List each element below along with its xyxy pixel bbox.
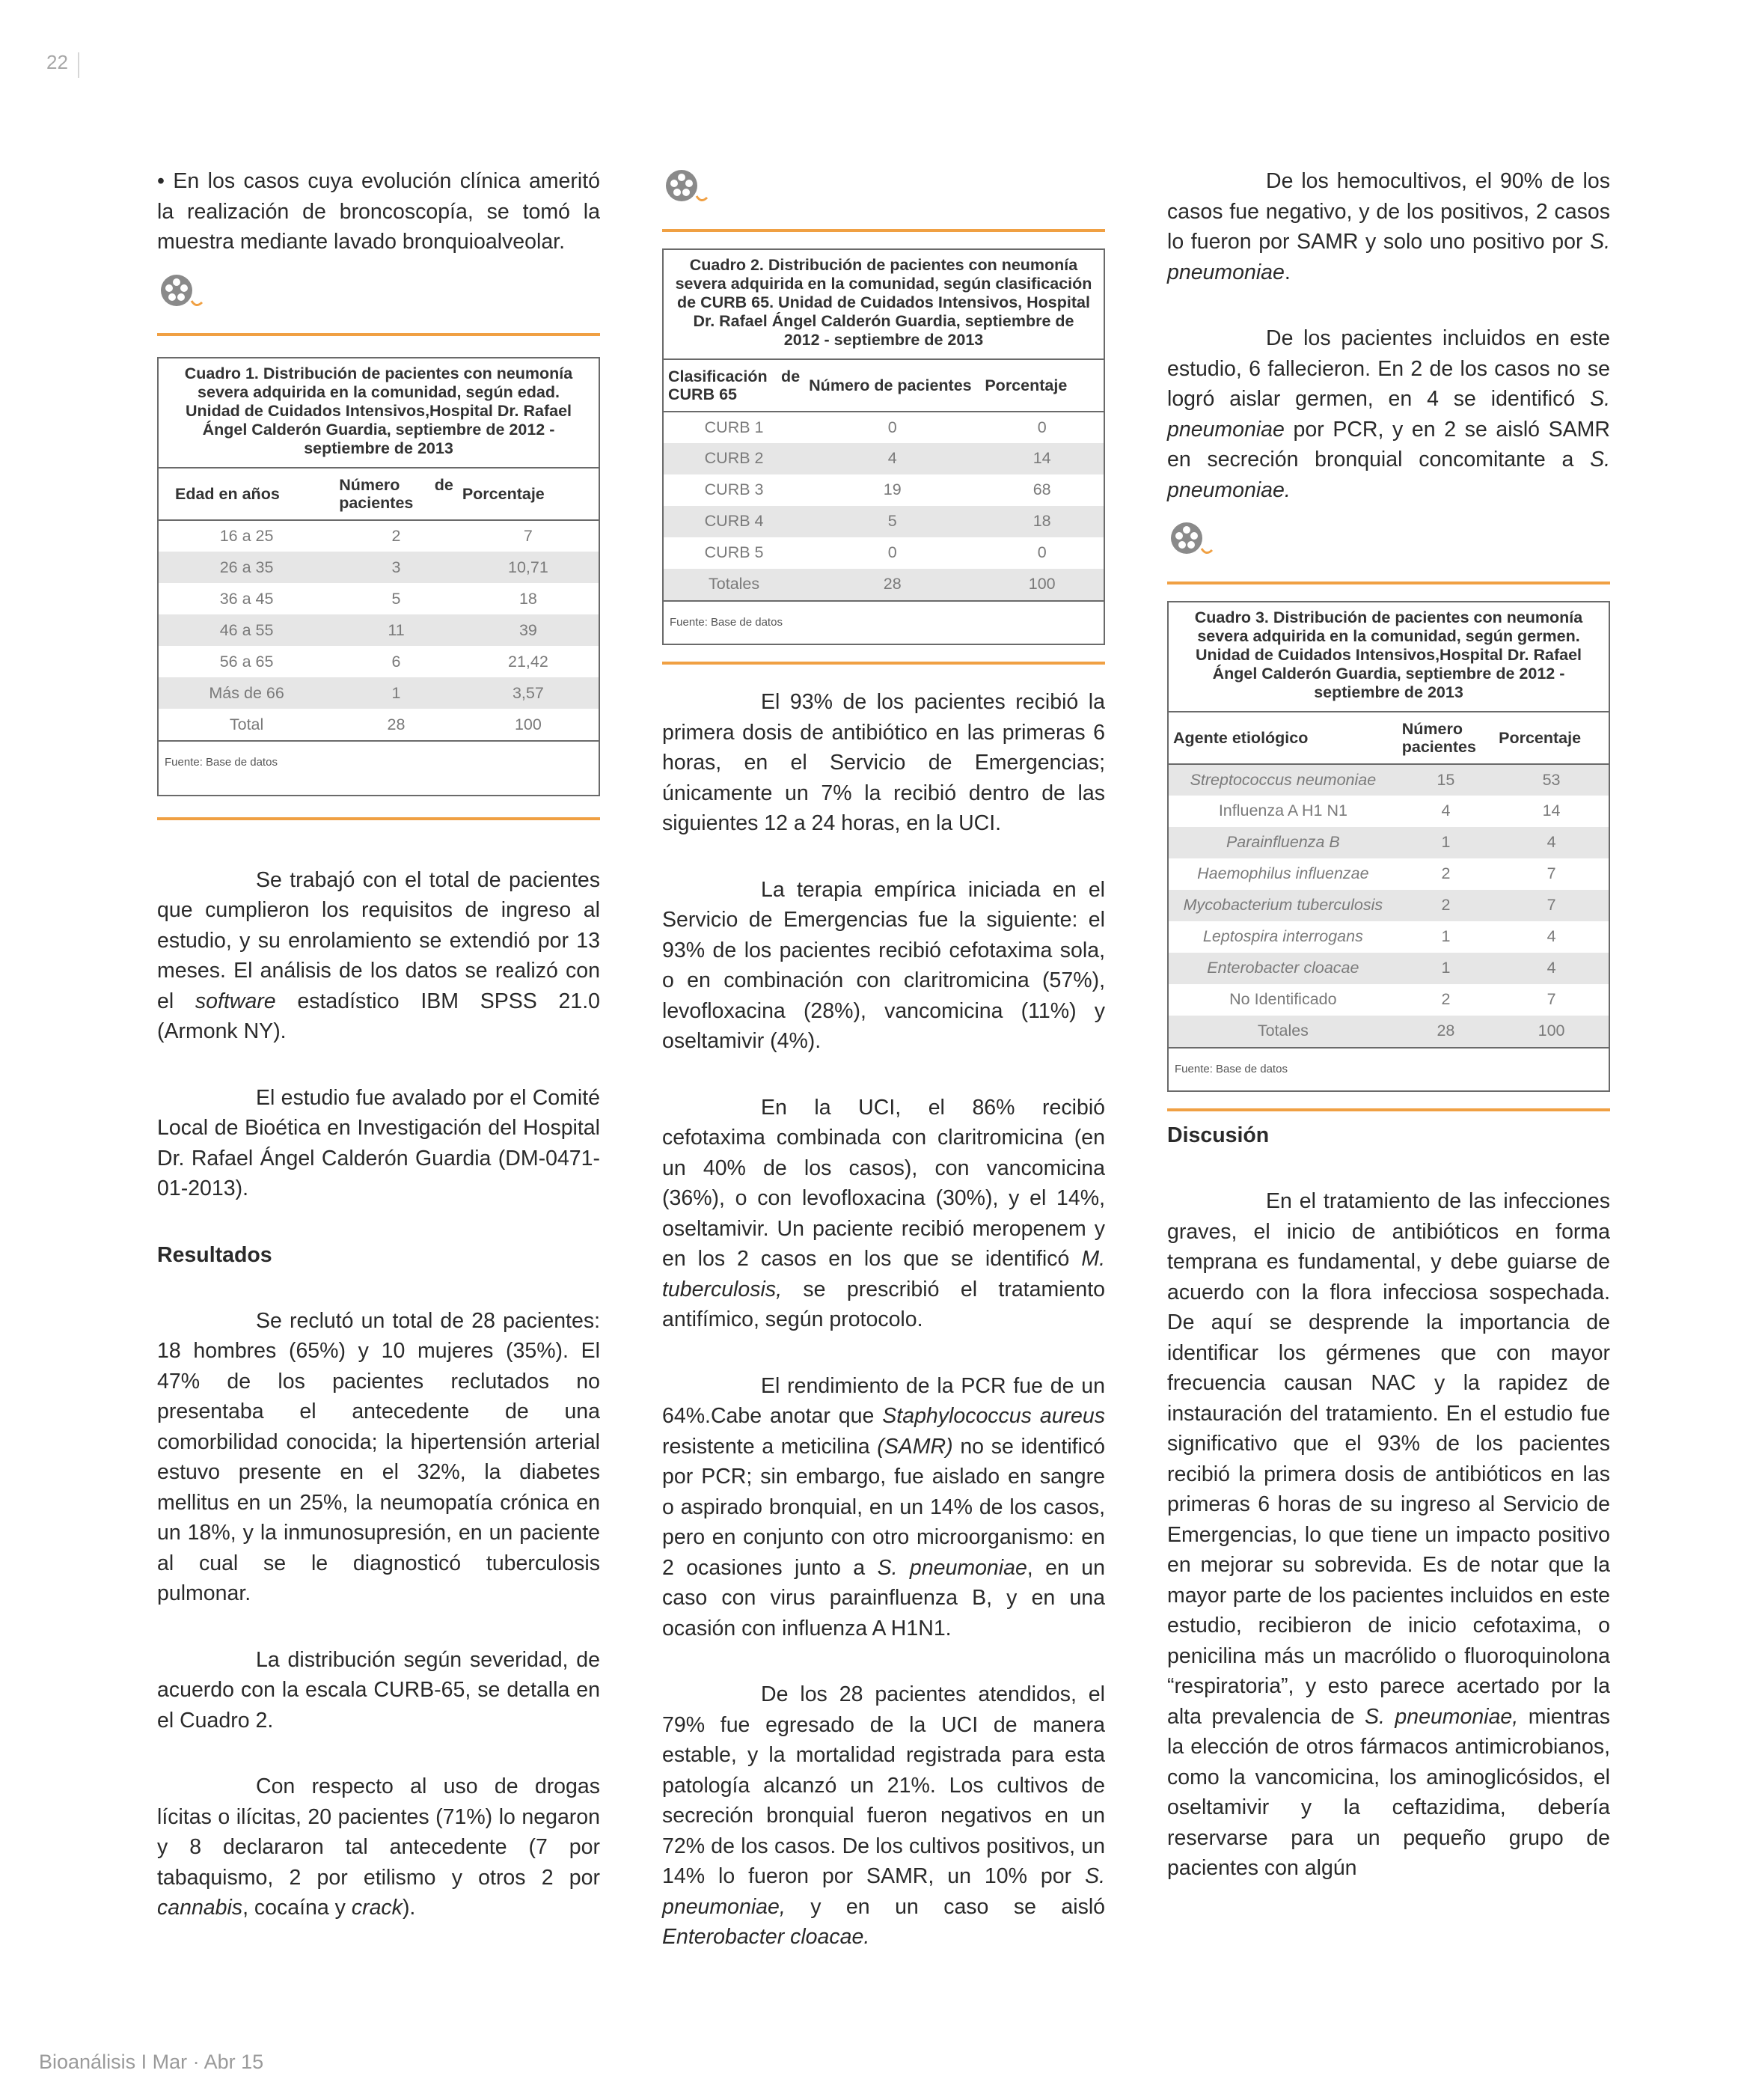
- cell-percent: 21,42: [508, 652, 548, 671]
- table-row: [159, 677, 599, 709]
- film-reel-icon: [662, 166, 722, 210]
- table-row: [159, 646, 599, 677]
- table-row: [1169, 858, 1609, 890]
- paragraph-blood-cultures: De los hemocultivos, el 90% de los casos fue negativo, y de los positivos, 2 casos lo fueron por SAMR y solo uno positivo por S. pneumoniae.: [1167, 169, 1610, 284]
- cell-count: 6: [391, 652, 401, 671]
- table-row: [1169, 984, 1609, 1016]
- paragraph-outcomes: De los 28 pacientes atendidos, el 79% fue egresado de la UCI de manera estable, y la mortalidad registrada para esta patología alcanzó un 21%. Los cultivos de secreción bronquial fueron negativos en un 72% de los casos. De los cultivos positivos, un 14% lo fueron por SAMR, un 10% por S. pneumoniae, y en un caso se aisló Enterobacter cloacae.: [662, 1682, 1105, 1949]
- cell-count: 2: [1441, 990, 1451, 1009]
- cell-count: 5: [804, 506, 980, 537]
- cell-count: 19: [883, 480, 902, 499]
- table-row: [1169, 827, 1609, 858]
- cell-age: 16 a 25: [219, 527, 274, 546]
- cell-percent: 7: [1494, 890, 1609, 921]
- cell-agent: Leptospira interrogans: [1202, 927, 1363, 946]
- cell-class: CURB 2: [664, 443, 804, 474]
- cell-count: 4: [1441, 802, 1451, 820]
- paragraph-discussion: En el tratamiento de las infecciones graves, el inicio de antibióticos en forma temprana es fundamental, y debe guiarse de acuerdo con la flora infecciosa sospechada. De aquí se desprende la importancia de identificar los gérmenes que con mayor frecuencia causan NAC y la rapidez de instauración del tratamiento. En el estudio fue significativo que el 93% de los pacientes recibió la primera dosis de antibióticos en las primeras 6 horas de su ingreso al Servicio de Emergencias, lo que tiene un impacto positivo en mejorar su sobrevida. Es de notar que la mayor parte de los pacientes incluidos en este estudio, recibieron de inicio cefotaxima, o penicilina más un macrólido o fluoroquinolona “respiratoria”, y esto parece acertado por la alta prevalencia de S. pneumoniae, mientras la elección de otros fármacos antimicrobianos, como la vancomicina, los aminoglicósidos, el oseltamivir y la ceftazidima, debería reservarse para un pequeño grupo de pacientes con algún: [1167, 1189, 1611, 1880]
- table-3: [1167, 601, 1610, 1093]
- paragraph-results-3: Con respecto al uso de drogas lícitas o ilícitas, 20 pacientes (71%) lo negaron y 8 declararon tal antecedente (7 por tabaquismo, 2 por etilismo y otros 2 por cannabis, cocaína y crack).: [157, 1774, 600, 1920]
- page-footer: Bioanálisis I Mar · Abr 15: [39, 2051, 264, 2073]
- table-3-block: [1167, 519, 1610, 1111]
- table-1-top-rule: [157, 333, 600, 336]
- table-3-bottom-rule: [1167, 1108, 1610, 1111]
- table-row: [1169, 921, 1609, 953]
- table-row: [664, 412, 1104, 443]
- table-3-top-rule: [1167, 582, 1610, 584]
- cell-percent: 18: [980, 506, 1104, 537]
- cell-class: CURB 3: [704, 480, 764, 499]
- cell-percent: 10,71: [458, 552, 599, 583]
- paragraph-pcr: El rendimiento de la PCR fue de un 64%.Cabe anotar que Staphylococcus aureus resistente a meticilina (SAMR) no se identificó por PCR; sin embargo, fue aislado en sangre o aspirado bronquial, en un 14% de los casos, pero en conjunto con otro microorganismo: en 2 ocasiones junto a S. pneumoniae, en un caso con virus parainfluenza B, y en una ocasión con influenza A H1N1.: [662, 1373, 1105, 1640]
- cell-count: 28: [804, 569, 980, 600]
- cell-agent: Streptococcus neumoniae: [1169, 764, 1398, 796]
- cell-percent: 100: [980, 569, 1104, 600]
- cell-count: 1: [334, 677, 458, 709]
- cell-age: 46 a 55: [159, 614, 334, 646]
- table-row-total: [664, 569, 1104, 600]
- cell-class: CURB 1: [704, 418, 764, 436]
- page-number: 22: [46, 51, 68, 73]
- cell-agent: Haemophilus influenzae: [1197, 864, 1369, 883]
- cell-percent: 0: [1037, 418, 1047, 436]
- cell-percent: 4: [1494, 953, 1609, 984]
- table-1: [157, 357, 600, 796]
- cell-agent: Influenza A H1 N1: [1218, 802, 1347, 820]
- cell-count: 1: [1398, 827, 1494, 858]
- table-1-block: [157, 271, 600, 820]
- film-reel-icon: [1167, 519, 1227, 562]
- table-2-block: [662, 166, 1105, 665]
- table-2-top-rule: [662, 229, 1105, 232]
- table-3-header-agent: Agente etiológico: [1169, 712, 1398, 764]
- heading-discusion: Discusión: [1167, 1123, 1270, 1147]
- table-1-header-count: Número de pacientes: [334, 468, 458, 520]
- cell-count: 15: [1398, 764, 1494, 796]
- table-row: [159, 552, 599, 583]
- cell-count: 5: [391, 589, 401, 608]
- cell-agent: Totales: [1169, 1016, 1398, 1047]
- table-3-caption: Cuadro 3. Distribución de pacientes con neumonía severa adquirida en la comunidad, según germen. Unidad de Cuidados Intensivos,Hospital Dr. Rafael Ángel Calderón Guardia, septiembre de 2012 - septiembre de 2013: [1169, 602, 1609, 712]
- cell-percent: 7: [1546, 990, 1556, 1009]
- paragraph-results-1: Se reclutó un total de 28 pacientes: 18 hombres (65%) y 10 mujeres (35%). El 47% de los pacientes reclutados no presentaba el antecedente de una comorbilidad conocida; la hipertensión arterial estuvo presente en el 32%, la diabetes mellitus en un 25%, la neumopatía crónica en un 18%, y la inmunosupresión, en un paciente al cual se le diagnosticó tuberculosis pulmonar.: [157, 1308, 600, 1605]
- paragraph-deaths: De los pacientes incluidos en este estudio, 6 fallecieron. En 2 de los casos no se logró aislar germen, en 4 se identificó S. pneumoniae por PCR, y en 2 se aisló SAMR en secreción bronquial concomitante a S. pneumoniae.: [1167, 326, 1610, 502]
- cell-count: 4: [804, 443, 980, 474]
- table-row: [1169, 953, 1609, 984]
- paragraph-ethics: El estudio fue avalado por el Comité Local de Bioética en Investigación del Hospital Dr. Rafael Ángel Calderón Guardia (DM-0471-01-2013).: [157, 1085, 600, 1200]
- column-1: [157, 166, 600, 1959]
- table-row-total: [1169, 1016, 1609, 1047]
- table-row-total: [159, 709, 599, 740]
- cell-agent: Parainfluenza B: [1169, 827, 1398, 858]
- cell-percent: 0: [1037, 543, 1047, 562]
- cell-percent: 14: [980, 443, 1104, 474]
- cell-percent: 39: [458, 614, 599, 646]
- cell-percent: 68: [1032, 480, 1051, 499]
- cell-count: 1: [1441, 927, 1451, 946]
- cell-age: 56 a 65: [219, 652, 274, 671]
- table-3-header-percent: Porcentaje: [1494, 712, 1609, 764]
- cell-count: 3: [334, 552, 458, 583]
- cell-count: 2: [391, 527, 401, 546]
- table-row: [664, 537, 1104, 569]
- cell-agent: Mycobacterium tuberculosis: [1169, 890, 1398, 921]
- bullet-paragraph: • En los casos cuya evolución clínica ameritó la realización de broncoscopía, se tomó la muestra mediante lavado bronquioalveolar.: [157, 169, 600, 254]
- heading-resultados: Resultados: [157, 1242, 272, 1267]
- table-3-header-count: Número pacientes: [1398, 712, 1494, 764]
- cell-age: Más de 66: [159, 677, 334, 709]
- cell-class: CURB 5: [704, 543, 764, 562]
- table-row: [159, 583, 599, 614]
- cell-agent: No Identificado: [1229, 990, 1337, 1009]
- table-3-source: Fuente: Base de datos: [1169, 1047, 1609, 1091]
- cell-count: 28: [1398, 1016, 1494, 1047]
- cell-percent: 4: [1546, 927, 1556, 946]
- table-2-source: Fuente: Base de datos: [664, 600, 1104, 644]
- cell-percent: 7: [523, 527, 533, 546]
- paragraph-empiric-therapy: La terapia empírica iniciada en el Servicio de Emergencias fue la siguiente: el 93% de los pacientes recibió cefotaxima sola, o en combinación con claritromicina (57%), levofloxacina (28%), vancomicina (11%) y oseltamivir (4%).: [662, 877, 1105, 1053]
- table-row: [1169, 890, 1609, 921]
- paragraph-uci-therapy: En la UCI, el 86% recibió cefotaxima combinada con claritromicina (en un 40% de los casos), con vancomicina (36%), o con levofloxacina (30%), y el 14%, oseltamivir. Un paciente recibió meropenem y en los 2 casos en los que se identificó M. tuberculosis, se prescribió el tratamiento antifímico, según protocolo.: [662, 1095, 1105, 1331]
- paragraph-methods: Se trabajó con el total de pacientes que cumplieron los requisitos de ingreso al estudio, y su enrolamiento se extendió por 13 meses. El análisis de los datos se realizó con el software estadístico IBM SPSS 21.0 (Armonk NY).: [157, 867, 600, 1043]
- column-3: [1167, 166, 1610, 1920]
- cell-class: CURB 4: [664, 506, 804, 537]
- cell-count: 0: [887, 543, 897, 562]
- table-row: [159, 614, 599, 646]
- table-row: [664, 506, 1104, 537]
- column-2: [662, 166, 1105, 1988]
- cell-percent: 100: [514, 715, 542, 733]
- table-2-caption: Cuadro 2. Distribución de pacientes con neumonía severa adquirida en la comunidad, según clasificación de CURB 65. Unidad de Cuidados Intensivos, Hospital Dr. Rafael Ángel Calderón Guardia, septiembre de 2012 - septiembre de 2013: [664, 250, 1104, 360]
- page-number-divider: [78, 52, 79, 78]
- table-2-header-class: Clasificación de CURB 65: [664, 360, 804, 412]
- table-row: [159, 520, 599, 552]
- table-2: [662, 248, 1105, 646]
- cell-count: 11: [334, 614, 458, 646]
- cell-count: 2: [1398, 890, 1494, 921]
- table-1-bottom-rule: [157, 817, 600, 820]
- cell-percent: 53: [1494, 764, 1609, 796]
- cell-count: 2: [1441, 864, 1451, 883]
- film-reel-icon: [157, 271, 217, 314]
- cell-percent: 100: [1494, 1016, 1609, 1047]
- cell-age: Total: [229, 715, 264, 733]
- table-1-source: Fuente: Base de datos: [159, 740, 599, 795]
- cell-agent: Enterobacter cloacae: [1169, 953, 1398, 984]
- table-1-header-age: Edad en años: [159, 468, 334, 520]
- cell-count: 1: [1398, 953, 1494, 984]
- table-row: [664, 443, 1104, 474]
- cell-percent: 14: [1542, 802, 1561, 820]
- cell-percent: 3,57: [458, 677, 599, 709]
- table-2-header-count: Número de pacientes: [804, 360, 980, 412]
- cell-percent: 18: [518, 589, 537, 608]
- table-row: [1169, 796, 1609, 827]
- cell-count: 28: [387, 715, 406, 733]
- table-2-bottom-rule: [662, 662, 1105, 665]
- cell-count: 0: [887, 418, 897, 436]
- cell-age: 36 a 45: [219, 589, 274, 608]
- table-row: [1169, 764, 1609, 796]
- paragraph-results-2: La distribución según severidad, de acuerdo con la escala CURB-65, se detalla en el Cuadro 2.: [157, 1647, 600, 1733]
- paragraph-antibiotic-timing: El 93% de los pacientes recibió la primera dosis de antibiótico en las primeras 6 horas, en el Servicio de Emergencias; únicamente un 7% la recibió dentro de las siguientes 12 a 24 horas, en la UCI.: [662, 690, 1105, 835]
- cell-age: 26 a 35: [159, 552, 334, 583]
- cell-percent: 4: [1494, 827, 1609, 858]
- table-row: [664, 474, 1104, 506]
- table-1-header-percent: Porcentaje: [458, 468, 599, 520]
- cell-percent: 7: [1546, 864, 1556, 883]
- table-1-caption: Cuadro 1. Distribución de pacientes con neumonía severa adquirida en la comunidad, según edad. Unidad de Cuidados Intensivos,Hospital Dr. Rafael Ángel Calderón Guardia, septiembre de 2012 - septiembre de 2013: [159, 358, 599, 468]
- table-2-header-percent: Porcentaje: [980, 360, 1104, 412]
- cell-class: Totales: [664, 569, 804, 600]
